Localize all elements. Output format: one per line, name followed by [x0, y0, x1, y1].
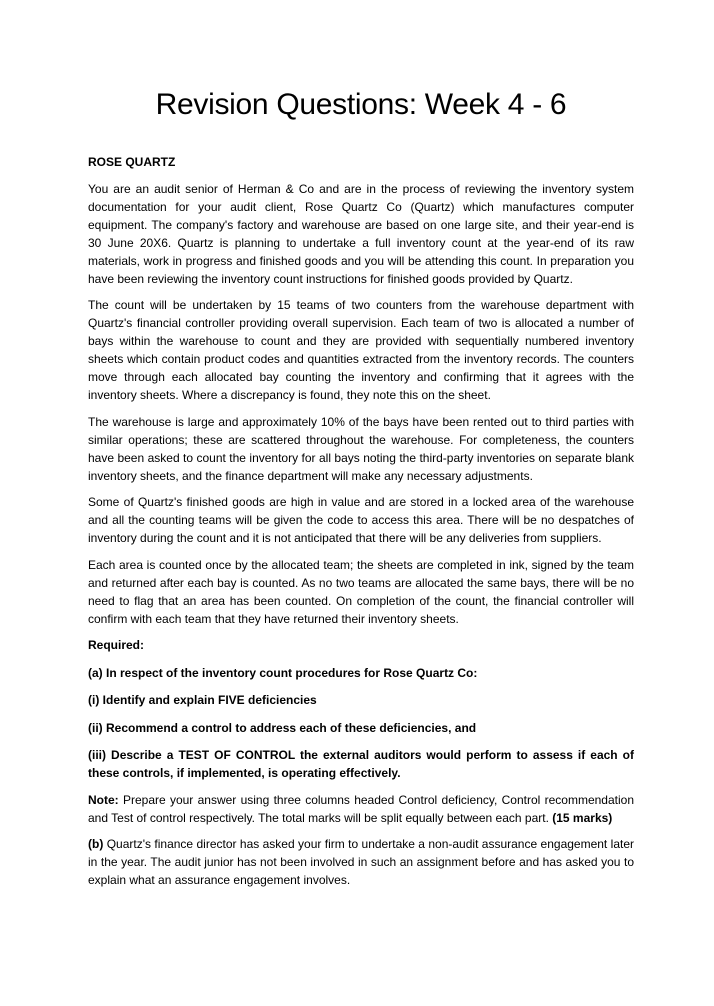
requirement-i: (i) Identify and explain FIVE deficiencies	[88, 693, 317, 708]
paragraph-3: The warehouse is large and approximately 10% of the bays have been rented out to third parties with similar operations; these are scattered throughout the warehouse. For completeness, the counters have been asked to count the inventory for all bays noting the third-party inventories on separate blank inventory sheets, and the finance department will make any necessary adjustments.	[88, 414, 634, 483]
paragraph-2: The count will be undertaken by 15 teams of two counters from the warehouse department with Quartz's financial controller providing overall supervision. Each team of two is allocated a number of bays within the warehouse to count and they are provided with sequentially numbered inventory sheets which contain product codes and quantities extracted from the inventory records. The counters move through each allocated bay counting the inventory and confirming that it agrees with the inventory sheets. Where a discrepancy is found, they note this on the sheet.	[88, 298, 634, 402]
paragraph-5: Each area is counted once by the allocated team; the sheets are completed in ink, signed by the team and returned after each bay is counted. As no two teams are allocated the same bays, there will be no need to flag that an area has been counted. On completion of the count, the financial controller will confirm with each team that they have returned their inventory sheets.	[88, 557, 634, 626]
requirement-part-a: (a) In respect of the inventory count procedures for Rose Quartz Co:	[88, 665, 478, 680]
required-heading: Required:	[88, 638, 145, 652]
requirement-ii: (ii) Recommend a control to address each of these deficiencies, and	[88, 720, 477, 735]
case-heading: ROSE QUARTZ	[88, 155, 176, 169]
requirement-iii: (iii) Describe a TEST OF CONTROL the external auditors would perform to assess if each of these controls, if implemented, is operating effectively.	[88, 748, 634, 781]
paragraph-1: You are an audit senior of Herman & Co and are in the process of reviewing the inventory system documentation for your audit client, Rose Quartz Co (Quartz) which manufactures computer equipment. The company's factory and warehouse are based on one large site, and their year-end is 30 June 20X6. Quartz is planning to undertake a full inventory count at the year-end of its raw materials, work in progress and finished goods and you will be attending this count. In preparation you have been reviewing the inventory count instructions for finished goods provided by Quartz.	[88, 181, 634, 286]
part-b-paragraph	[88, 835, 634, 889]
document-title: Revision Questions: Week 4 - 6	[155, 88, 567, 121]
note-marks: (15 marks)	[552, 810, 613, 825]
note-label: Note:	[88, 792, 119, 807]
part-b-text: Quartz's finance director has asked your firm to undertake a non-audit assurance engagement later in the year. The audit junior has not been involved in such an assignment before and has asked you to explain what an assurance engagement involves.	[88, 837, 634, 888]
note-paragraph	[88, 791, 634, 827]
paragraph-4: Some of Quartz's finished goods are high in value and are stored in a locked area of the warehouse and all the counting teams will be given the code to access this area. There will be no despatches of inventory during the count and it is not anticipated that there will be any deliveries from suppliers.	[88, 495, 634, 545]
part-b-label: (b)	[88, 837, 104, 852]
document-body	[88, 153, 634, 898]
note-text: Prepare your answer using three columns headed Control deficiency, Control recommendation and Test of control respectively. The total marks will be split equally between each part.	[88, 792, 634, 825]
